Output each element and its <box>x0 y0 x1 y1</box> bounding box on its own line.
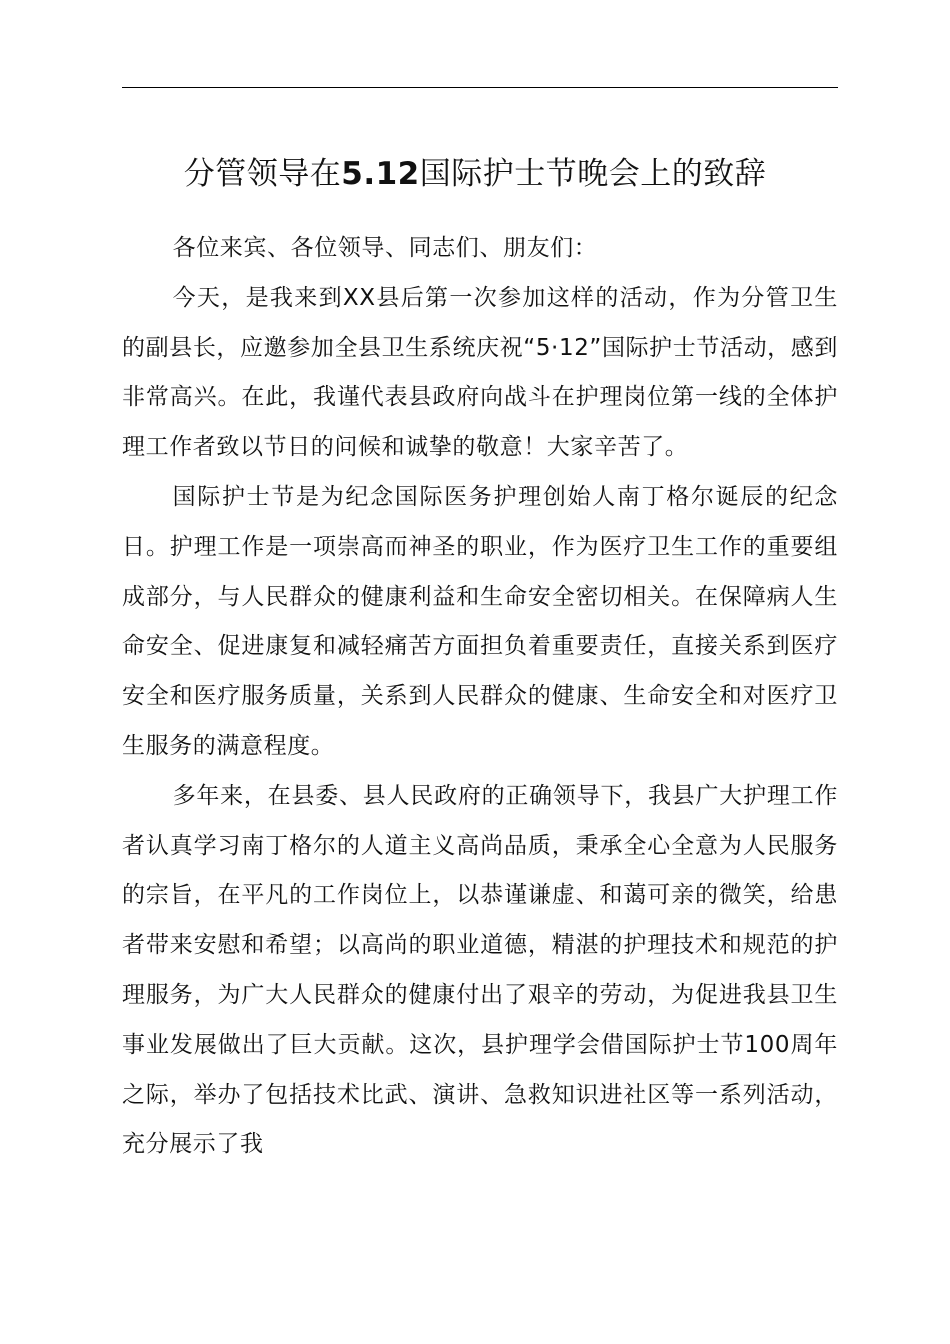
title-number: 5.12 <box>341 156 420 192</box>
paragraph: 今天，是我来到XX县后第一次参加这样的活动，作为分管卫生的副县长，应邀参加全县卫生系统庆祝“5·12”国际护士节活动，感到非常高兴。在此，我谨代表县政府向战斗在护理岗位第一线的全体护理工作者致以节日的问候和诚挚的敬意！大家辛苦了。 <box>122 284 838 461</box>
paragraph: 国际护士节是为纪念国际医务护理创始人南丁格尔诞辰的纪念日。护理工作是一项崇高而神圣的职业，作为医疗卫生工作的重要组成部分，与人民群众的健康利益和生命安全密切相关。在保障病人生命安全、促进康复和减轻痛苦方面担负着重要责任，直接关系到医疗安全和医疗服务质量，关系到人民群众的健康、生命安全和对医疗卫生服务的满意程度。 <box>122 483 838 759</box>
header-rule <box>122 87 838 88</box>
title-suffix: 国际护士节晚会上的致辞 <box>419 156 767 192</box>
document-body <box>122 224 838 1170</box>
paragraph: 多年来，在县委、县人民政府的正确领导下，我县广大护理工作者认真学习南丁格尔的人道主义高尚品质，秉承全心全意为人民服务的宗旨，在平凡的工作岗位上，以恭谨谦虚、和蔼可亲的微笑，给患者带来安慰和希望；以高尚的职业道德，精湛的护理技术和规范的护理服务，为广大人民群众的健康付出了艰辛的劳动，为促进我县卫生事业发展做出了巨大贡献。这次，县护理学会借国际护士节100周年之际，举办了包括技术比武、演讲、急救知识进社区等一系列活动，充分展示了我 <box>122 782 838 1158</box>
document-title <box>100 148 850 200</box>
salutation: 各位来宾、各位领导、同志们、朋友们： <box>172 235 598 261</box>
title-prefix: 分管领导在 <box>183 156 342 192</box>
